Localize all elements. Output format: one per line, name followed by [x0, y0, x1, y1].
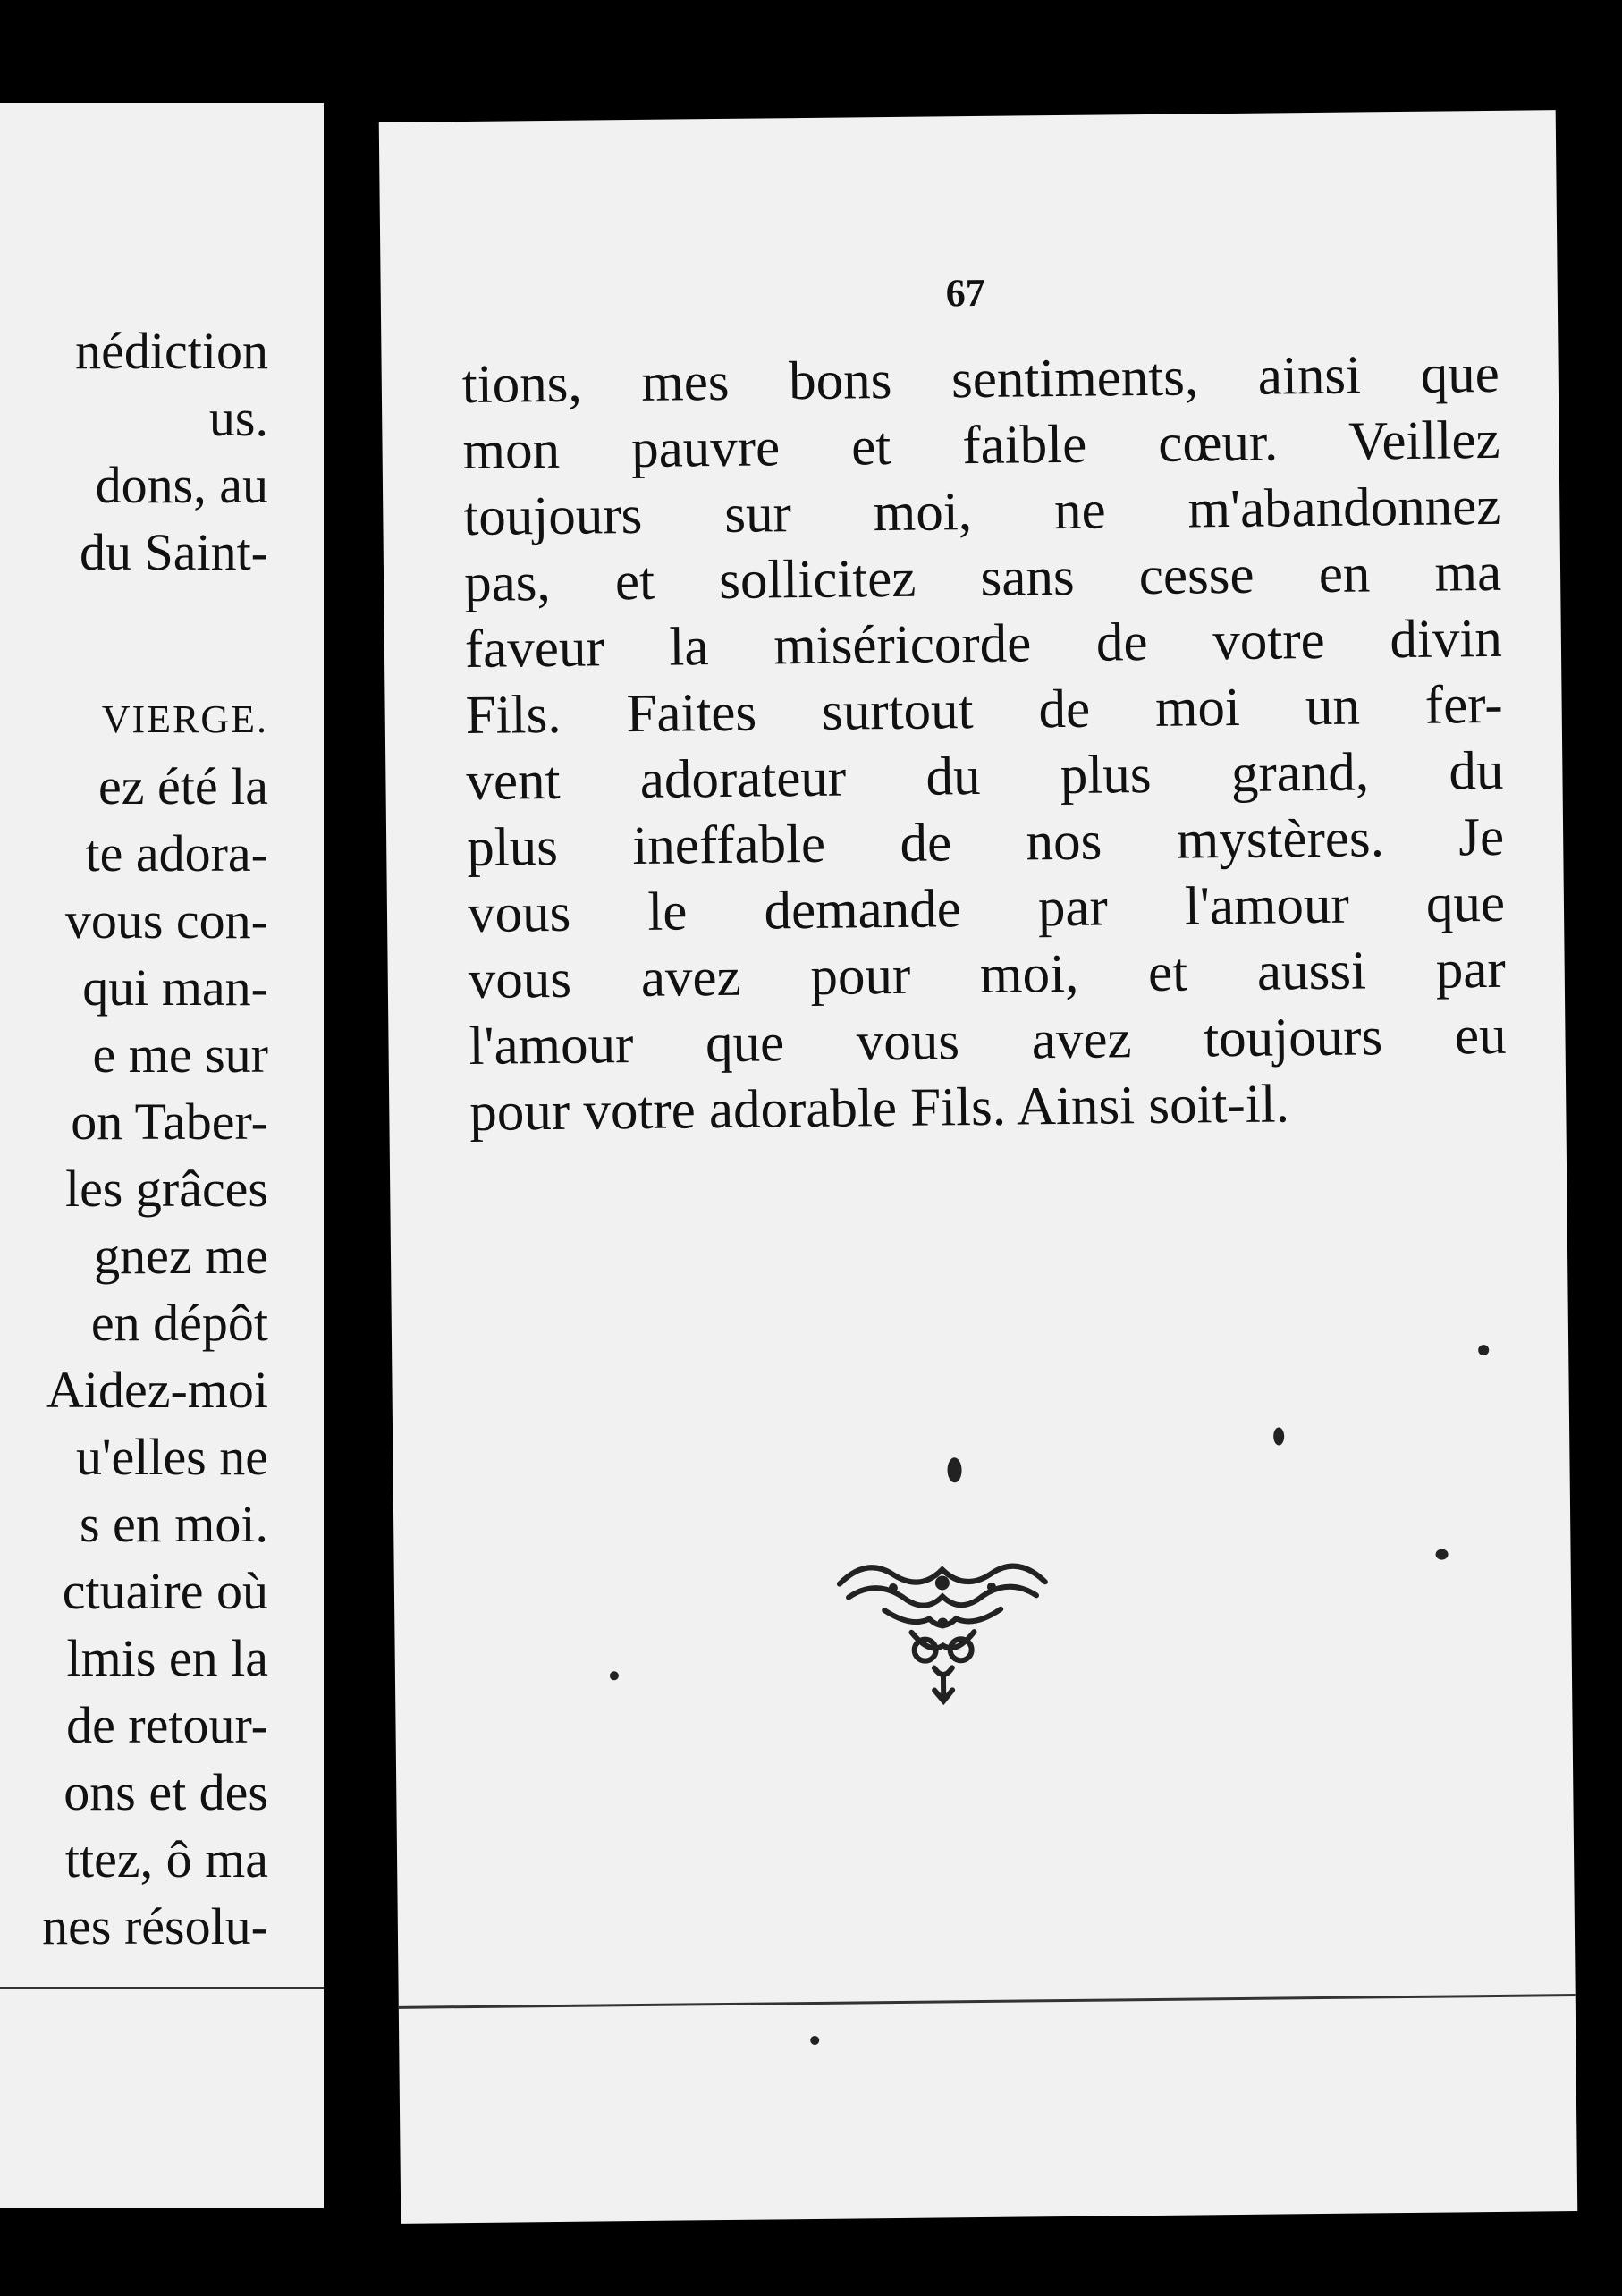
decorative-ornament-icon [830, 1546, 1055, 1709]
text-line: vous le demande par l'amour que [467, 873, 1506, 944]
text-line: on Taber- [71, 1093, 268, 1151]
text-line: pour votre adorable Fils. Ainsi soit-il. [469, 1074, 1290, 1143]
scan-speck [810, 2036, 819, 2045]
scan-speck [1436, 1549, 1449, 1560]
page-number: 67 [945, 270, 986, 316]
text-line: les grâces [64, 1160, 268, 1218]
text-line: nes résolu- [42, 1897, 268, 1955]
text-line: pas, et sollicitez sans cesse en ma [463, 542, 1502, 613]
text-line: vous avez pour moi, et aussi par [468, 939, 1507, 1010]
text-line: e me sur [92, 1026, 268, 1084]
text-line: Fils. Faites surtout de moi un fer- [465, 674, 1503, 746]
text-line: plus ineffable de nos mystères. Je [466, 806, 1505, 878]
text-line: us. [208, 389, 268, 447]
section-heading: VIERGE. [101, 697, 268, 741]
text-line: vous con- [64, 891, 268, 950]
text-line: Aidez-moi [46, 1361, 268, 1419]
page-body-text [461, 342, 1507, 1146]
horizontal-rule [399, 1994, 1576, 2009]
text-line: gnez me [94, 1227, 268, 1285]
text-line: faveur la miséricorde de votre divin [464, 608, 1503, 680]
text-line: mon pauvre et faible cœur. Veillez [462, 409, 1500, 481]
text-line: ez été la [98, 757, 268, 815]
text-line: s en moi. [79, 1495, 268, 1553]
left-page-text [0, 317, 268, 1960]
text-line: en dépôt [90, 1294, 268, 1352]
text-line: ttez, ô ma [64, 1830, 268, 1888]
text-line: tions, mes bons sentiments, ainsi que [461, 343, 1500, 415]
scan-speck [947, 1457, 961, 1482]
left-page [0, 103, 324, 2208]
text-line: nédiction [75, 322, 268, 380]
text-line: l'amour que vous avez toujours eu [469, 1005, 1507, 1076]
scan-speck [1273, 1427, 1284, 1445]
horizontal-rule [0, 1987, 324, 1989]
text-line: de retour- [66, 1696, 268, 1754]
text-line: du Saint- [79, 523, 268, 581]
text-line: u'elles ne [76, 1428, 268, 1486]
text-line: lmis en la [66, 1629, 268, 1687]
text-line: ons et des [63, 1763, 268, 1821]
text-line: ctuaire où [62, 1562, 268, 1620]
right-page [379, 110, 1578, 2224]
scan-speck [610, 1671, 619, 1680]
text-line: dons, au [95, 456, 268, 514]
text-line: toujours sur moi, ne m'abandonnez [463, 476, 1501, 547]
text-line: te adora- [85, 824, 268, 882]
scan-speck [1478, 1345, 1489, 1355]
text-line: vent adorateur du plus grand, du [466, 740, 1504, 812]
text-line: qui man- [82, 958, 268, 1017]
